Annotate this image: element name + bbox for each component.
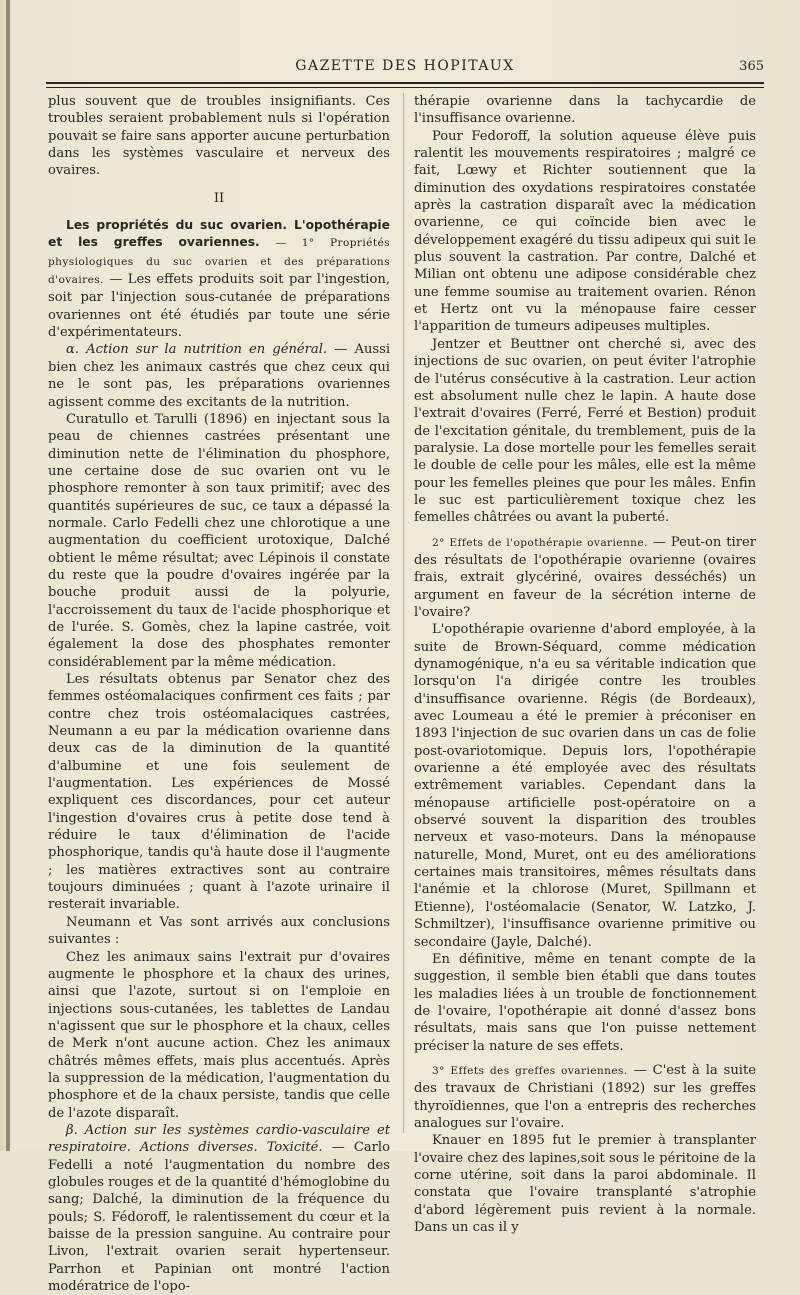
- section-number: II: [213, 190, 225, 206]
- paragraph: En définitive, même en tenant compte de la suggestion, il semble bien établi que dans toutes les maladies liées à un trouble de fonctionnement de l'ovaire, l'opothérapie ait donné d'assez bons résultats, mais sans que l'on puisse nettement préciser la nature de ses effets.: [414, 951, 756, 1054]
- paragraph: Chez les animaux sains l'extrait pur d'ovaires augmente le phosphore et la chaux des urines, ainsi que l'azote, surtout si on l'emploie en injections sous-cutanées, les tablettes de Landau n'agissent que sur le phosphore et la chaux, celles de Merk n'ont aucune action. Chez les animaux châtrés mêmes effets, mais plus accentués. Après la suppression de la médication, l'augmentation du phosphore et de la chaux persiste, tandis que celle de l'azote disparaît.: [48, 949, 390, 1121]
- right-column: [414, 93, 756, 1236]
- paragraph: thérapie ovarienne dans la tachycardie de l'insuffisance ovarienne.: [414, 94, 756, 127]
- paragraph-text: — C'est à la suite des travaux de Christiani (1892) sur les greffes thyroïdiennes, que l'on a entrepris des recherches analogues sur l'ovaire.: [414, 1062, 756, 1131]
- paragraph: [48, 217, 390, 341]
- subsection-heading: 3° Effets des greffes ovariennes.: [432, 1064, 628, 1077]
- paragraph-text: — Les effets produits soit par l'ingestion, soit par l'injection sous-cutanée de préparations ovariennes ont été étudiés par toute une série d'expérimentateurs.: [48, 272, 390, 341]
- binding-edge: [6, 0, 10, 1151]
- header-rule-bottom: [46, 87, 764, 88]
- paragraph-text: — Carlo Fedelli a noté l'augmentation du nombre des globules rouges et de la quantité d'hémoglobine du sang; Dalché, la diminution de la fréquence du pouls; S. Fédoroff, le ralentissement du cœur et la baisse de la pression sanguine. Au contraire pour Livon, l'extrait ovarien serait hypertenseur. Parrhon et Papinian ont montré l'action modératrice de l'opo-: [48, 1140, 390, 1295]
- paragraph: [48, 341, 390, 410]
- paragraph-text: — Peut-on tirer des résultats de l'opothérapie ovarienne (ovaires frais, extrait glycériné, ovaires desséchés) un argument en faveur de la sécrétion interne de l'ovaire?: [414, 534, 756, 620]
- journal-title: GAZETTE DES HOPITAUX: [295, 58, 515, 74]
- paragraph: Jentzer et Beuttner ont cherché si, avec des injections de suc ovarien, on peut éviter l'atrophie de l'utérus consécutive à la castration. Leur action est absolument nulle chez le lapin. A haute dose l'extrait d'ovaires (Ferré, Ferré et Bestion) produit de l'excitation génitale, du tremblement, puis de la paralysie. La dose mortelle pour les femelles serait le double de celle pour les mâles, elle est la même pour les femelles pleines que pour les mâles. Enfin le suc est particulièrement toxique chez les femelles châtrées ou avant la puberté.: [414, 336, 756, 526]
- paragraph: Knauer en 1895 fut le premier à transplanter l'ovaire chez des lapines,soit sous le péritoine de la corne utérine, soit dans la paroi abdominale. Il constata que l'ovaire transplanté s'atrophie d'abord légèrement puis revient à la normale. Dans un cas il y: [414, 1133, 756, 1235]
- paragraph: [414, 1062, 756, 1132]
- paragraph: Neumann et Vas sont arrivés aux conclusions suivantes :: [48, 914, 390, 948]
- paragraph: plus souvent que de troubles insignifiants. Ces troubles seraient probablement nuls si l'opération pouvait se faire sans apporter aucune perturbation dans les systèmes vasculaire et nerveux des ovaires.: [48, 94, 390, 179]
- paragraph: L'opothérapie ovarienne d'abord employée, à la suite de Brown-Séquard, comme médication dynamogénique, n'a eu sa véritable indication que lorsqu'on l'a dirigée contre les troubles d'insuffisance ovarienne. Régis (de Bordeaux), avec Loumeau a été le premier à préconiser en 1893 l'injection de suc ovarien dans un cas de folie post-ovariotomique. Depuis lors, l'opothérapie ovarienne a été employée avec des résultats extrêmement variables. Cependant dans la ménopause artificielle post-opératoire on a observé souvent la disparition des troubles nerveux et vaso-moteurs. Dans la ménopause naturelle, Mond, Muret, ont eu des améliorations certaines mais transitoires, mêmes résultats dans l'anémie et la chlorose (Muret, Spillmann et Etienne), l'ostéomalacie (Senator, W. Latzko, J. Schmiltzer), l'insuffisance ovarienne primitive ou secondaire (Jayle, Dalché).: [414, 622, 756, 950]
- subsection-label: α. Action sur la nutrition en général.: [66, 342, 328, 358]
- header-rule-top: [46, 82, 764, 84]
- paragraph: [414, 534, 756, 622]
- page-header: [46, 58, 764, 78]
- column-divider: [403, 93, 404, 1133]
- paragraph: Curatullo et Tarulli (1896) en injectant sous la peau de chiennes castrées présentant une diminution nette de l'élimination du phosphore, une certaine dose de suc ovarien ont vu le phosphore remonter à son taux primitif; avec des quantités supérieures de suc, ce taux a dépassé la normale. Carlo Fedelli chez une chlorotique a une augmentation du coefficient urotoxique, Dalché obtient le même résultat; avec Lépinois il constate du reste que la poudre d'ovaires ingérée par la bouche produit aussi de la polyurie, l'accroissement du taux de l'acide phosphorique et de l'urée. S. Gomès, chez la lapine castrée, voit également la dose des phosphates remonter considérablement par la même médication.: [48, 411, 390, 670]
- page-number: 365: [739, 59, 764, 74]
- subsection-heading: — 1° Propriétés physiologiques du suc ovarien et des préparations d'ovaires.: [48, 237, 391, 287]
- paragraph: [48, 1122, 390, 1295]
- subsection-heading: 2° Effets de l'opothérapie ovarienne.: [432, 536, 648, 549]
- paragraph: Pour Fedoroff, la solution aqueuse élève puis ralentit les mouvements respiratoires ; malgré ce fait, Lœwy et Richter soutiennent que la diminution des oxydations respiratoires constatée après la castration disparaît avec la médication ovarienne, ce qui coïncide bien avec le développement exagéré du tissu adipeux qui suit le plus souvent la castration. Par contre, Dalché et Milian ont obtenu une adipose considérable chez une femme soumise au traitement ovarien. Rénon et Hertz ont vu la ménopause faire cesser l'apparition de tumeurs adipeuses multiples.: [414, 128, 756, 335]
- left-column: [48, 93, 390, 1295]
- paragraph-text: — Aussi bien chez les animaux castrés que chez ceux qui ne le sont pas, les préparations ovariennes agissent comme des excitants de la nutrition.: [48, 342, 391, 410]
- subsection-label: β. Action sur les systèmes cardio-vasculaire et respiratoire. Actions diverses. Toxicité.: [48, 1122, 390, 1156]
- paragraph: Les résultats obtenus par Senator chez des femmes ostéomalaciques confirment ces faits ; par contre chez trois ostéomalaciques castrées, Neumann a eu par la médication ovarienne dans deux cas de la diminution de la quantité d'albumine et une fois seulement de l'augmentation. Les expériences de Mossé expliquent ces discordances, pour cet auteur l'ingestion d'ovaires crus à petite dose tend à réduire le taux d'élimination de l'acide phosphorique, tandis qu'à haute dose il l'augmente ; les matières extractives sont au contraire toujours diminuées ; quant à l'azote urinaire il resterait invariable.: [48, 672, 390, 913]
- section-heading: Les propriétés du suc ovarien. L'opothérapie et les greffes ovariennes.: [48, 218, 390, 250]
